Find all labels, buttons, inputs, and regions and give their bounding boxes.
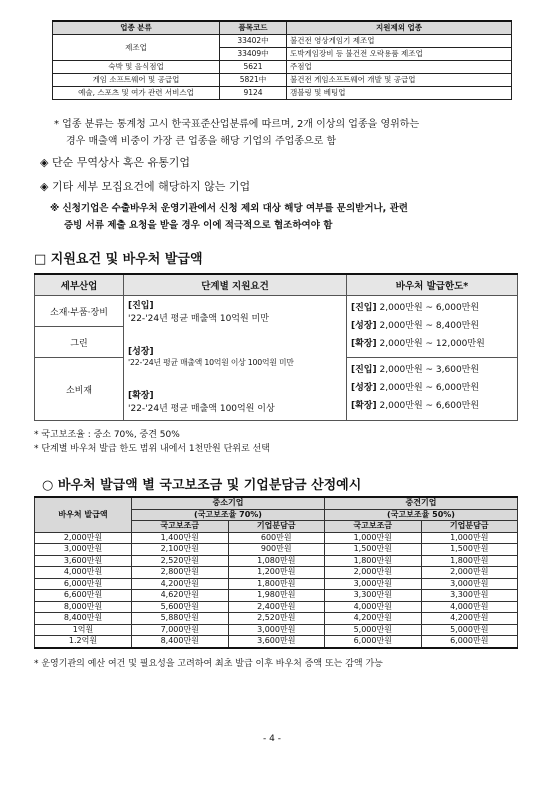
voucher-amount-cell: 6,000만원 (35, 578, 132, 590)
table-row (35, 590, 518, 602)
category-cell: 게임 소프트웨어 및 공급업 (53, 74, 220, 87)
voucher-amount-cell: 1억원 (35, 624, 132, 636)
sub-header-corp: 기업분담금 (421, 521, 518, 533)
table-row (35, 601, 518, 613)
amount-cell: 900만원 (228, 544, 325, 556)
amount-cell: 2,400만원 (228, 601, 325, 613)
calc-note: * 운영기관의 예산 여건 및 필요성을 고려하여 최초 발급 이후 바우처 증액 또는 감액 가능 (34, 659, 383, 669)
voucher-amount-cell: 2,000만원 (35, 532, 132, 544)
table-row (53, 74, 512, 87)
category-cell: 예술, 스포츠 및 여가 관련 서비스업 (53, 87, 220, 100)
desc-cell: 주점업 (287, 61, 512, 74)
table-row (35, 555, 518, 567)
table-row (35, 624, 518, 636)
amount-cell: 600만원 (228, 532, 325, 544)
warning-note (50, 200, 520, 234)
col-header-mid: 중견기업 (325, 497, 518, 509)
voucher-amount-cell: 3,600만원 (35, 555, 132, 567)
unit-note: * 단계별 바우처 발급 한도 범위 내에서 1천만원 단위로 선택 (34, 444, 270, 454)
limit-entry: [진입] 2,000만원 ~ 6,000만원 (351, 303, 480, 313)
amount-cell: 2,520만원 (228, 613, 325, 625)
subsidy-calc-table (34, 496, 518, 649)
limits-group-b (347, 358, 518, 421)
amount-cell: 5,600만원 (132, 601, 229, 613)
amount-cell: 4,200만원 (325, 613, 422, 625)
industry-consumer: 소비재 (35, 358, 124, 421)
stage-growth-label: [성장] (128, 347, 154, 357)
table-row (35, 636, 518, 648)
voucher-amount-cell: 8,000만원 (35, 601, 132, 613)
col-header-voucher: 바우처 발급액 (35, 497, 132, 532)
industry-note-line2: 경우 매출액 비중이 가장 큰 업종을 해당 기업의 주업종으로 함 (66, 136, 337, 147)
amount-cell: 1,080만원 (228, 555, 325, 567)
table-row (35, 544, 518, 556)
amount-cell: 7,000만원 (132, 624, 229, 636)
sub-header-gov: 국고보조금 (325, 521, 422, 533)
limit-entry: [진입] 2,000만원 ~ 3,600만원 (351, 365, 480, 375)
amount-cell: 1,500만원 (325, 544, 422, 556)
code-cell: 9124 (220, 87, 287, 100)
calc-title: ○ 바우처 발급액 별 국고보조금 및 기업분담금 산정예시 (42, 478, 362, 493)
amount-cell: 5,880만원 (132, 613, 229, 625)
support-notes (34, 428, 270, 456)
amount-cell: 1,000만원 (325, 532, 422, 544)
amount-cell: 1,800만원 (421, 555, 518, 567)
industry-materials: 소재·부품·장비 (35, 296, 124, 327)
table-row (35, 532, 518, 544)
amount-cell: 3,300만원 (325, 590, 422, 602)
voucher-amount-cell: 4,000만원 (35, 567, 132, 579)
desc-cell: 불건전 게임소프트웨어 개발 및 공급업 (287, 74, 512, 87)
voucher-amount-cell: 1.2억원 (35, 636, 132, 648)
amount-cell: 2,520만원 (132, 555, 229, 567)
amount-cell: 1,980만원 (228, 590, 325, 602)
amount-cell: 5,000만원 (421, 624, 518, 636)
amount-cell: 1,400만원 (132, 532, 229, 544)
col-header-category: 업종 분류 (53, 21, 220, 35)
voucher-amount-cell: 6,600만원 (35, 590, 132, 602)
amount-cell: 4,200만원 (132, 578, 229, 590)
bullet-trading: ◈ 단순 무역상사 혹은 유통기업 (40, 156, 190, 169)
amount-cell: 6,000만원 (325, 636, 422, 648)
amount-cell: 1,500만원 (421, 544, 518, 556)
amount-cell: 2,000만원 (421, 567, 518, 579)
code-cell: 5821中 (220, 74, 287, 87)
sub-header-gov: 국고보조금 (132, 521, 229, 533)
support-requirements-table (34, 273, 518, 421)
limits-group-a (347, 296, 518, 358)
stage-expand-text: '22-'24년 평균 매출액 100억원 이상 (128, 404, 275, 414)
amount-cell: 8,400만원 (132, 636, 229, 648)
amount-cell: 3,600만원 (228, 636, 325, 648)
voucher-amount-cell: 3,000만원 (35, 544, 132, 556)
amount-cell: 4,620만원 (132, 590, 229, 602)
amount-cell: 4,000만원 (421, 601, 518, 613)
table-row (53, 35, 512, 48)
stage-entry-label: [진입] (128, 301, 154, 311)
col-header-industry: 세부산업 (35, 274, 124, 296)
bullet-other: ◈ 기타 세부 모집요건에 해당하지 않는 기업 (40, 180, 251, 193)
col-header-sme: 중소기업 (132, 497, 325, 509)
category-cell: 숙박 및 음식점업 (53, 61, 220, 74)
amount-cell: 4,000만원 (325, 601, 422, 613)
amount-cell: 2,000만원 (325, 567, 422, 579)
amount-cell: 1,200만원 (228, 567, 325, 579)
code-cell: 33409中 (220, 48, 287, 61)
desc-cell: 불건전 영상게임기 제조업 (287, 35, 512, 48)
excluded-industries-table (52, 20, 512, 100)
amount-cell: 3,300만원 (421, 590, 518, 602)
table-row (53, 87, 512, 100)
limit-growth: [성장] 2,000만원 ~ 8,400만원 (351, 321, 480, 331)
table-row (35, 613, 518, 625)
amount-cell: 2,100만원 (132, 544, 229, 556)
amount-cell: 6,000만원 (421, 636, 518, 648)
col-header-limit: 바우처 발급한도* (347, 274, 518, 296)
amount-cell: 1,000만원 (421, 532, 518, 544)
amount-cell: 5,000만원 (325, 624, 422, 636)
table-row (35, 567, 518, 579)
sme-rate: (국고보조율 70%) (132, 509, 325, 521)
amount-cell: 3,000만원 (228, 624, 325, 636)
page-number: - 4 - (263, 734, 281, 744)
mid-rate: (국고보조율 50%) (325, 509, 518, 521)
section-title: □ 지원요건 및 바우처 발급액 (34, 252, 203, 267)
amount-cell: 2,800만원 (132, 567, 229, 579)
calc-table-body (35, 532, 518, 648)
code-cell: 5621 (220, 61, 287, 74)
voucher-amount-cell: 8,400만원 (35, 613, 132, 625)
code-cell: 33402中 (220, 35, 287, 48)
category-cell: 제조업 (53, 35, 220, 61)
desc-cell: 갬블링 및 베팅업 (287, 87, 512, 100)
subsidy-rate-note: * 국고보조율 : 중소 70%, 중견 50% (34, 430, 180, 440)
table-row (53, 61, 512, 74)
stage-expand-label: [확장] (128, 391, 154, 401)
industry-green: 그린 (35, 327, 124, 358)
limit-growth: [성장] 2,000만원 ~ 6,000만원 (351, 383, 480, 393)
warning-line2: 증빙 서류 제출 요청을 받을 경우 이에 적극적으로 협조하여야 함 (64, 220, 333, 231)
limit-expand: [확장] 2,000만원 ~ 6,600만원 (351, 401, 480, 411)
stage-growth-text: '22-'24년 평균 매출액 10억원 이상 100억원 미만 (128, 358, 294, 367)
amount-cell: 3,000만원 (421, 578, 518, 590)
stage-requirements-cell (124, 296, 347, 421)
amount-cell: 3,000만원 (325, 578, 422, 590)
amount-cell: 4,200만원 (421, 613, 518, 625)
industry-note-line1: * 업종 분류는 통계청 고시 한국표준산업분류에 따르며, 2개 이상의 업종을 영위하는 (54, 119, 420, 130)
stage-entry-text: '22-'24년 평균 매출액 10억원 미만 (128, 314, 269, 324)
warning-line1: ※ 신청기업은 수출바우처 운영기관에서 신청 제외 대상 해당 여부를 문의받거나, 관련 (50, 203, 408, 214)
industry-note (54, 116, 524, 150)
amount-cell: 1,800만원 (325, 555, 422, 567)
limit-expand: [확장] 2,000만원 ~ 12,000만원 (351, 339, 485, 349)
col-header-excluded: 지원제외 업종 (287, 21, 512, 35)
sub-header-corp: 기업분담금 (228, 521, 325, 533)
col-header-requirements: 단계별 지원요건 (124, 274, 347, 296)
col-header-code: 품목코드 (220, 21, 287, 35)
desc-cell: 도박게임장비 등 불건전 오락용품 제조업 (287, 48, 512, 61)
amount-cell: 1,800만원 (228, 578, 325, 590)
table-row (35, 578, 518, 590)
